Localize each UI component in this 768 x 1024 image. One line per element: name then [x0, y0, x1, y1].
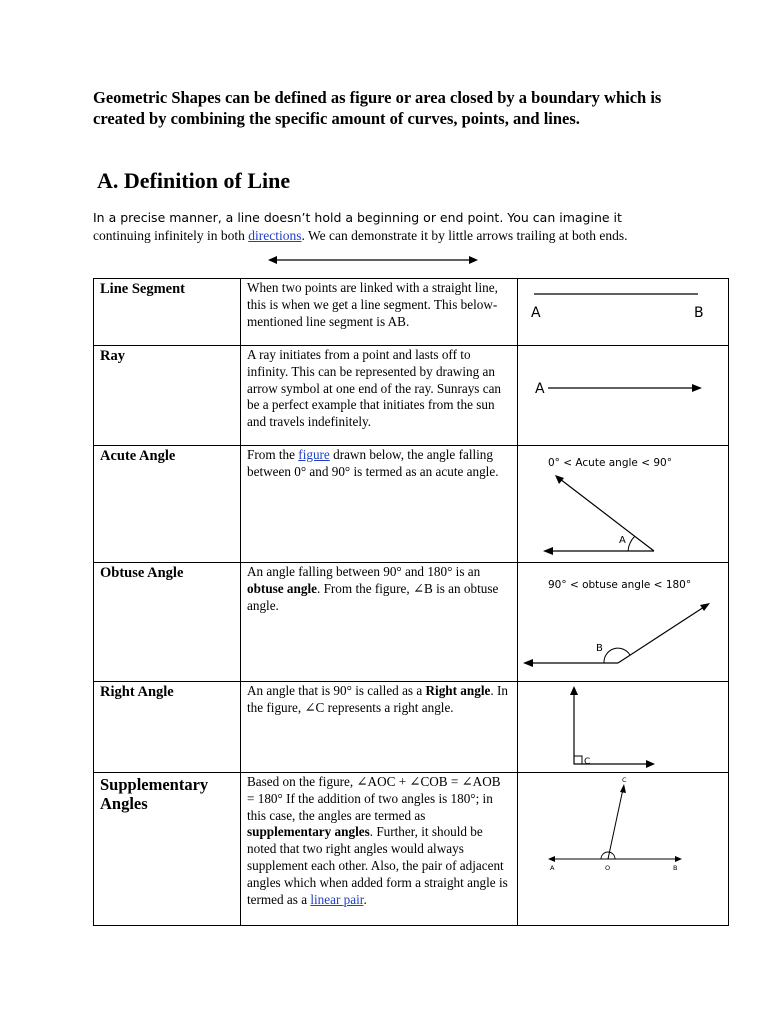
- term-cell: Ray: [94, 346, 241, 446]
- label-a: A: [550, 864, 555, 872]
- description-cell: [241, 773, 518, 926]
- desc-text: .: [363, 891, 367, 907]
- line-segment-figure: [518, 279, 728, 339]
- acute-angle-figure: [518, 446, 728, 558]
- linear-pair-link[interactable]: linear pair: [310, 891, 364, 907]
- term-cell: Right Angle: [94, 682, 241, 773]
- obtuse-angle-figure: [518, 563, 728, 677]
- desc-text: An angle falling between 90° and 180° is an: [247, 564, 481, 579]
- label-b: B: [673, 864, 678, 872]
- table-row: [94, 563, 729, 682]
- table-row: [94, 682, 729, 773]
- label-o: O: [605, 864, 611, 872]
- ray-figure: [518, 346, 728, 441]
- figure-cell: [518, 563, 729, 682]
- supplementary-angles-figure: [518, 773, 728, 923]
- angle-label: C: [584, 757, 591, 767]
- definition-paragraph: [93, 209, 693, 244]
- paragraph-part1: In a precise manner, a line doesn’t hold a beginning or end point. You can imagine it: [93, 210, 622, 225]
- table-row: [94, 773, 729, 926]
- figure-cell: [518, 346, 729, 446]
- desc-text: . In the figure, ∠C represents a right angle.: [247, 683, 508, 715]
- label-b: B: [694, 305, 704, 321]
- description-cell: When two points are linked with a straight line, this is when we get a line segment. This below-mentioned line segment is AB.: [241, 279, 518, 346]
- table-row: [94, 279, 729, 346]
- term-cell: Acute Angle: [94, 446, 241, 563]
- desc-text: An angle that is 90° is called as a: [247, 683, 426, 698]
- desc-text: . Further, it should be noted that two right angles would always supplement each other. Also, the pair of adjacent angles which when added form a straight angle is termed as a: [247, 824, 508, 907]
- description-cell: [241, 446, 518, 563]
- table-row: [94, 346, 729, 446]
- description-cell: A ray initiates from a point and lasts off to infinity. This can be represented by drawing an arrow symbol at one end of the ray. Sunrays can be a perfect example that initiates from the sun and travels indefinitely.: [241, 346, 518, 446]
- intro-text: Geometric Shapes can be defined as figure or area closed by a boundary which is created by combining the specific amount of curves, points, and lines.: [93, 88, 662, 128]
- right-angle-figure: [518, 682, 728, 770]
- double-arrow-line: [268, 254, 478, 266]
- figure-cell: [518, 279, 729, 346]
- figure-cell: [518, 773, 729, 926]
- label-a: A: [531, 305, 541, 321]
- desc-bold: Right angle: [425, 683, 491, 698]
- term-cell: Obtuse Angle: [94, 563, 241, 682]
- description-cell: [241, 682, 518, 773]
- obtuse-caption: 90° < obtuse angle < 180°: [548, 579, 692, 591]
- desc-bold: supplementary angles: [247, 824, 370, 840]
- acute-caption: 0° < Acute angle < 90°: [548, 457, 672, 469]
- angle-label: A: [619, 535, 626, 546]
- term-cell: Supplementary Angles: [94, 773, 241, 926]
- label-a: A: [535, 381, 545, 397]
- paragraph-part2: continuing infinitely in both: [93, 227, 249, 243]
- paragraph-part3: . We can demonstrate it by little arrows trailing at both ends.: [301, 227, 628, 243]
- desc-text: drawn below, the angle falling between 0° and 90° is termed as an acute angle.: [247, 447, 499, 479]
- desc-text: . From the figure, ∠B is an obtuse angle.: [247, 580, 499, 613]
- label-c: C: [622, 776, 627, 784]
- figure-cell: [518, 446, 729, 563]
- table-row: [94, 446, 729, 563]
- desc-text: Based on the figure, ∠AOC + ∠COB = ∠AOB = 180° If the addition of two angles is 180°; in this case, the angles are termed as: [247, 774, 501, 823]
- directions-link[interactable]: directions: [248, 227, 302, 243]
- description-cell: [241, 563, 518, 682]
- figure-link[interactable]: figure: [298, 447, 330, 462]
- desc-text: From the: [247, 447, 299, 462]
- desc-bold: obtuse angle: [247, 580, 317, 596]
- angle-label: B: [596, 643, 603, 654]
- figure-cell: [518, 682, 729, 773]
- section-heading: A. Definition of Line: [97, 168, 291, 193]
- definitions-table: [93, 278, 729, 926]
- term-cell: Line Segment: [94, 279, 241, 346]
